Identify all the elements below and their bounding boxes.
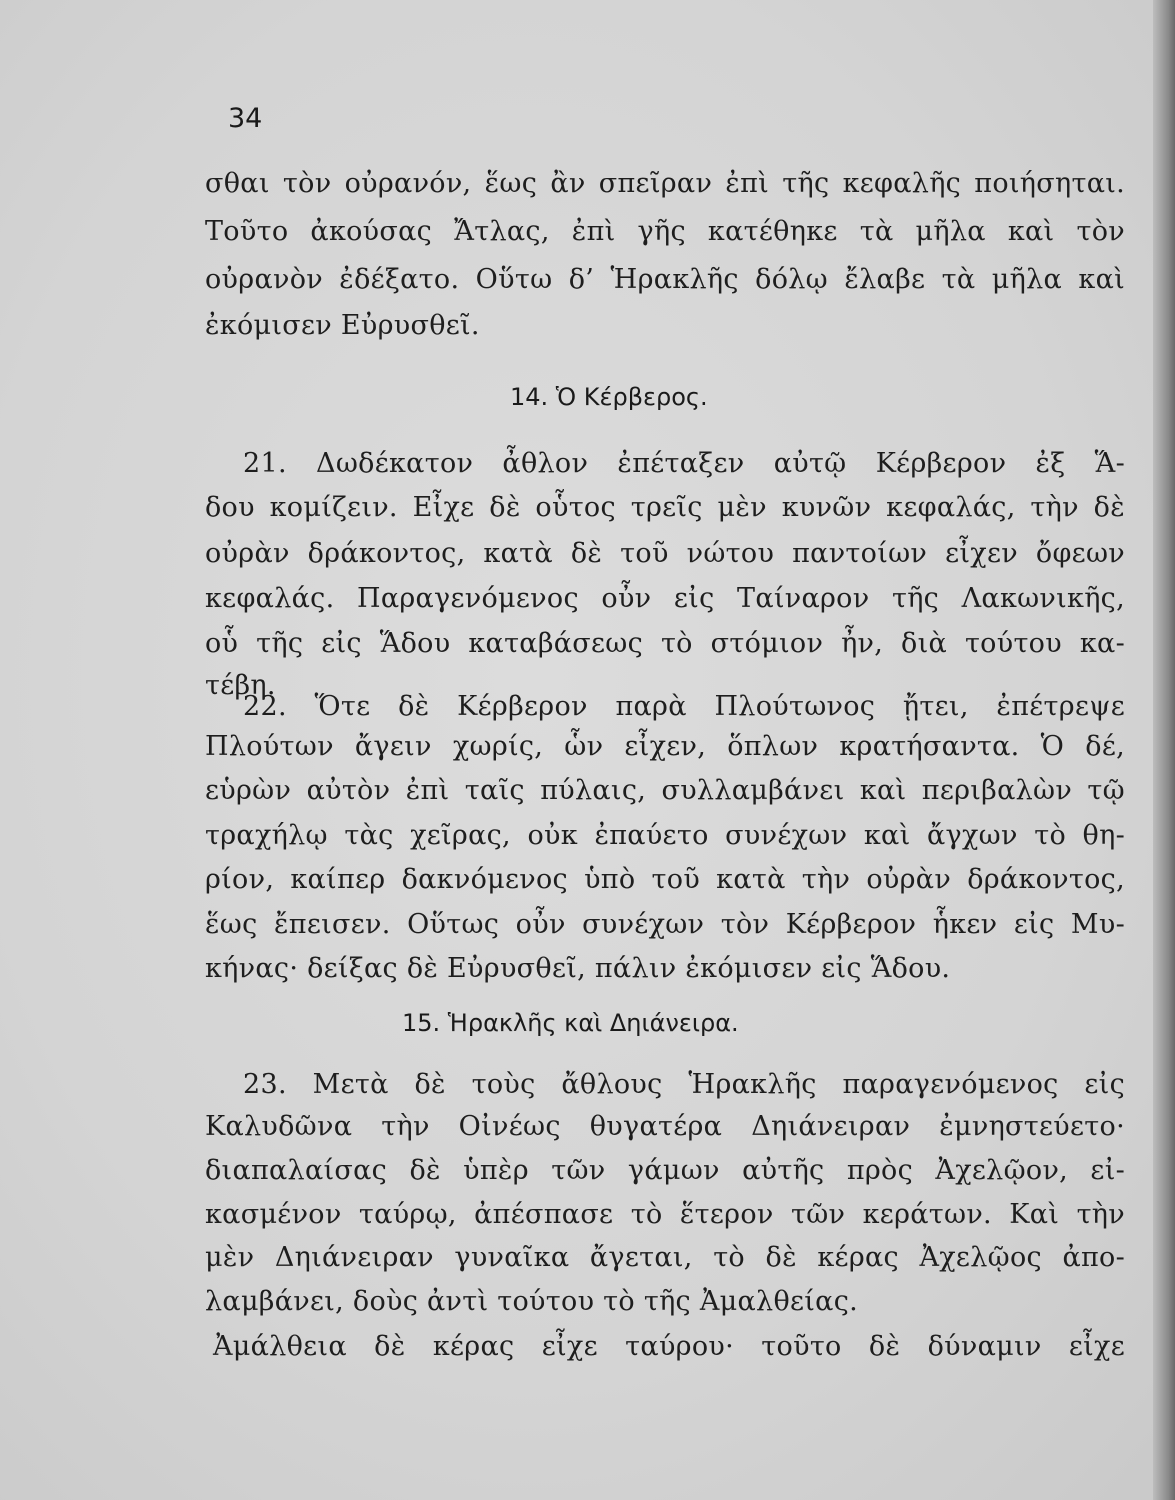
text-line: κήνας· δείξας δὲ Εὐρυσθεῖ, πάλιν ἐκόμισεν εἰς Ἅδου. <box>205 953 951 984</box>
text-line: 21. Δωδέκατον ἆθλον ἐπέταξεν αὐτῷ Κέρβερον ἐξ Ἅ- <box>243 448 1125 479</box>
text-line: οὗ τῆς εἰς Ἅδου καταβάσεως τὸ στόμιον ἦν, διὰ τούτου κα- <box>205 628 1125 659</box>
text-line: Τοῦτο ἀκούσας Ἄτλας, ἐπὶ γῆς κατέθηκε τὰ μῆλα καὶ τὸν <box>205 216 1125 247</box>
page-number: 34 <box>228 103 263 134</box>
text-line: οὐρὰν δράκοντος, κατὰ δὲ τοῦ νώτου παντοίων εἶχεν ὄφεων <box>205 538 1125 569</box>
text-line: 23. Μετὰ δὲ τοὺς ἄθλους Ἡρακλῆς παραγενόμενος εἰς <box>243 1069 1125 1100</box>
section-heading-15: 15. Ἡρακλῆς καὶ Δηιάνειρα. <box>402 1009 739 1037</box>
text-line: μὲν Δηιάνειραν γυναῖκα ἄγεται, τὸ δὲ κέρας Ἀχελῷος ἀπο- <box>205 1242 1125 1273</box>
text-line: οὐρανὸν ἐδέξατο. Οὕτω δ’ Ἡρακλῆς δόλῳ ἔλαβε τὰ μῆλα καὶ <box>205 264 1125 295</box>
text-line: κασμένον ταύρῳ, ἀπέσπασε τὸ ἕτερον τῶν κεράτων. Καὶ τὴν <box>205 1199 1125 1230</box>
text-line: λαμβάνει, δοὺς ἀντὶ τούτου τὸ τῆς Ἀμαλθείας. <box>205 1286 859 1317</box>
text-line: σθαι τὸν οὐρανόν, ἕως ἂν σπεῖραν ἐπὶ τῆς κεφαλῆς ποιήσηται. <box>205 168 1125 199</box>
text-line: διαπαλαίσας δὲ ὑπὲρ τῶν γάμων αὐτῆς πρὸς Ἀχελῷον, εἰ- <box>205 1155 1125 1186</box>
text-line: Ἀμάλθεια δὲ κέρας εἶχε ταύρου· τοῦτο δὲ δύναμιν εἶχε <box>213 1331 1125 1362</box>
page-edge-shadow <box>1153 0 1175 1500</box>
text-line: εὑρὼν αὐτὸν ἐπὶ ταῖς πύλαις, συλλαμβάνει καὶ περιβαλὼν τῷ <box>205 775 1125 806</box>
text-line: 22. Ὅτε δὲ Κέρβερον παρὰ Πλούτωνος ᾔτει, ἐπέτρεψε <box>243 691 1125 722</box>
section-heading-14: 14. Ὁ Κέρβερος. <box>510 383 708 411</box>
text-line: τέβη. <box>205 670 276 701</box>
text-line: ρίον, καίπερ δακνόμενος ὑπὸ τοῦ κατὰ τὴν οὐρὰν δράκοντος, <box>205 864 1125 895</box>
text-line: τραχήλῳ τὰς χεῖρας, οὐκ ἐπαύετο συνέχων καὶ ἄγχων τὸ θη- <box>205 820 1125 851</box>
text-line: κεφαλάς. Παραγενόμενος οὖν εἰς Ταίναρον τῆς Λακωνικῆς, <box>205 583 1125 614</box>
text-line: δου κομίζειν. Εἶχε δὲ οὗτος τρεῖς μὲν κυνῶν κεφαλάς, τὴν δὲ <box>205 492 1125 523</box>
text-line: Πλούτων ἄγειν χωρίς, ὧν εἶχεν, ὅπλων κρατήσαντα. Ὁ δέ, <box>205 731 1125 762</box>
text-line: Καλυδῶνα τὴν Οἰνέως θυγατέρα Δηιάνειραν ἐμνηστεύετο· <box>205 1111 1125 1142</box>
text-line: ἐκόμισεν Εὐρυσθεῖ. <box>205 310 480 341</box>
text-line: ἕως ἔπεισεν. Οὕτως οὖν συνέχων τὸν Κέρβερον ἧκεν εἰς Μυ- <box>205 909 1125 940</box>
